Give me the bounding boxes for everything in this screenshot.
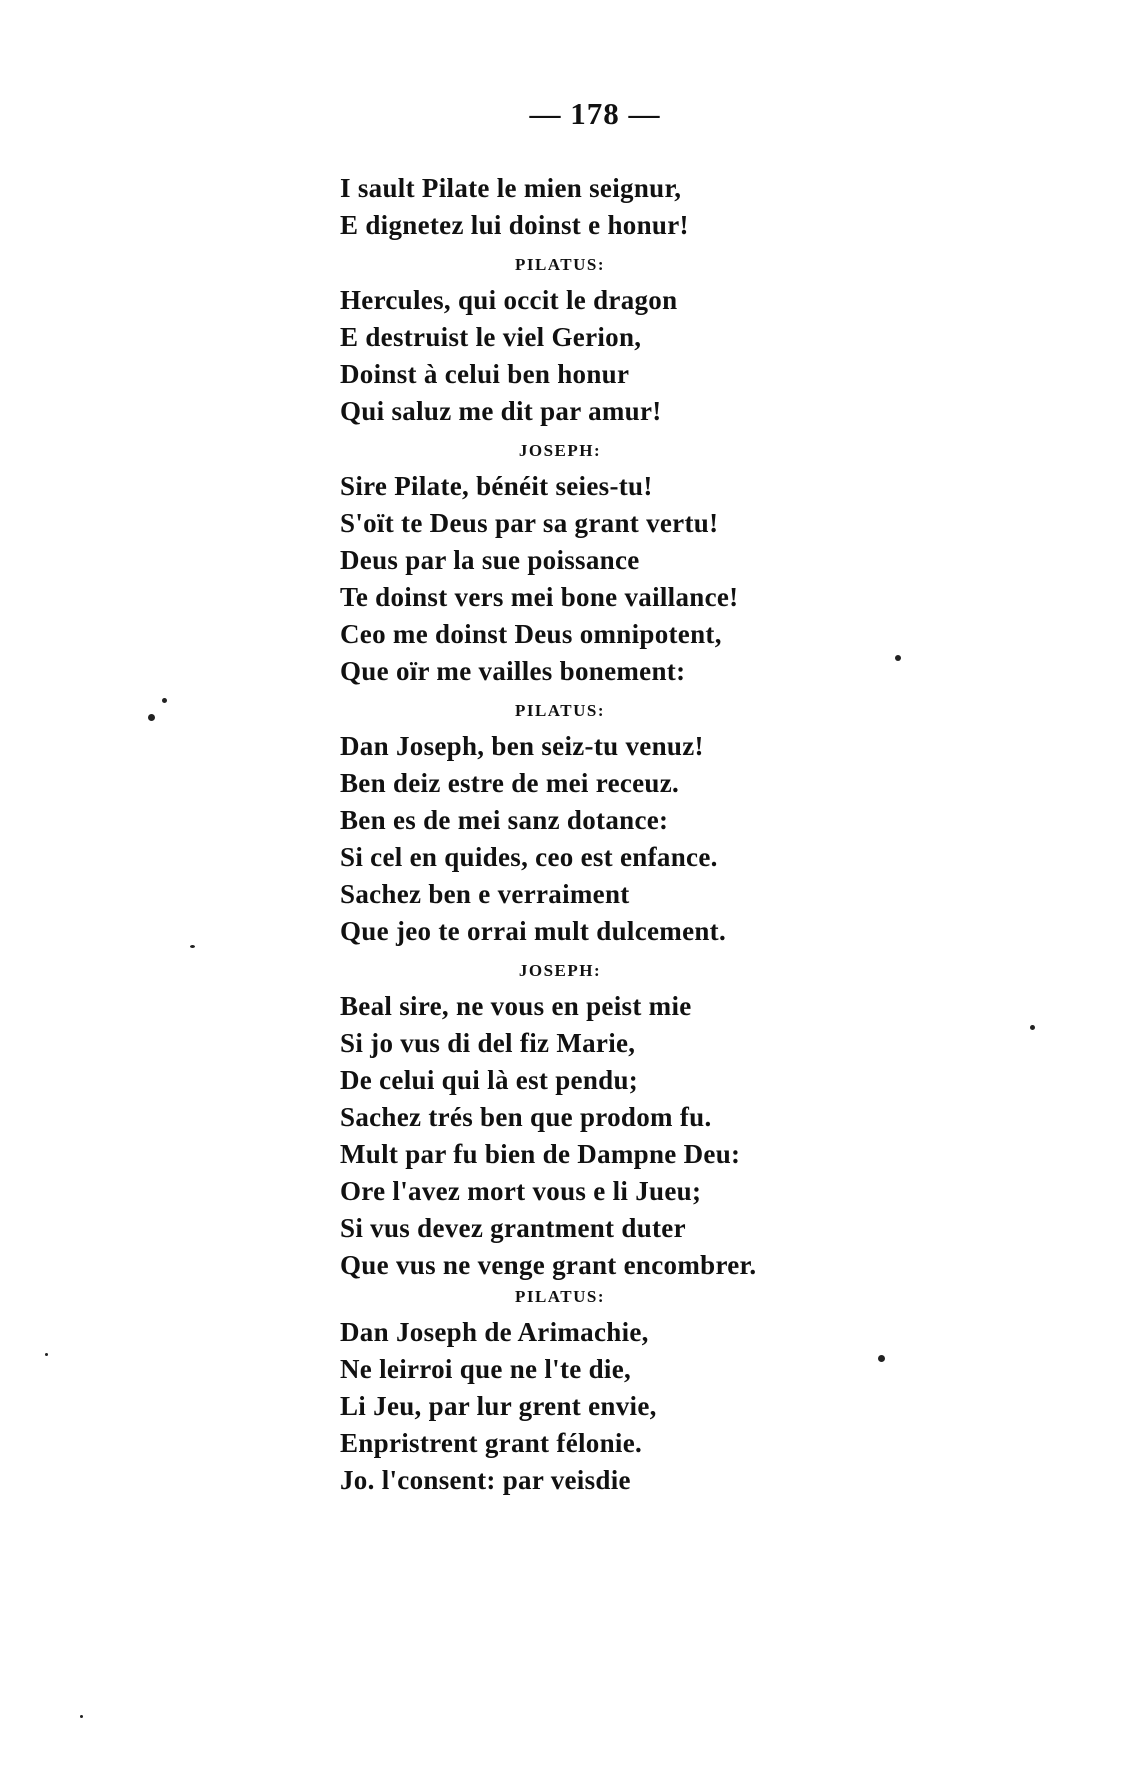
verse-line: Deus par la sue poissance: [340, 545, 640, 575]
verse-line: Li Jeu, par lur grent envie,: [340, 1391, 657, 1421]
speaker-label: PILATUS:: [514, 1287, 606, 1306]
scan-speck: [148, 714, 155, 721]
verse-section: [340, 254, 860, 430]
verse-line: Dan Joseph, ben seiz-tu venuz!: [340, 731, 704, 761]
verse-line: Qui saluz me dit par amur!: [340, 396, 662, 426]
verse-line: S'oït te Deus par sa grant vertu!: [340, 508, 719, 538]
verse-line: Ne leirroi que ne l'te die,: [340, 1354, 632, 1384]
verse-line: Sachez ben e verraiment: [340, 879, 630, 909]
verse-line: Que jeo te orrai mult dulcement.: [340, 916, 727, 946]
verse-section: [340, 960, 860, 1284]
verse-line: Que oïr me vailles bonement:: [340, 656, 686, 686]
verse-line: Sire Pilate, bénéit seies-tu!: [340, 471, 653, 501]
scan-speck: [45, 1353, 48, 1356]
verse-text-block: [340, 170, 860, 1499]
speaker-label: PILATUS:: [514, 701, 606, 720]
scan-speck: [162, 698, 167, 703]
verse-line: De celui qui là est pendu;: [340, 1065, 639, 1095]
verse-line: Te doinst vers mei bone vaillance!: [340, 582, 739, 612]
verse-line: Beal sire, ne vous en peist mie: [340, 991, 692, 1021]
verse-line: Doinst à celui ben honur: [340, 359, 630, 389]
verse-line: Que vus ne venge grant encombrer.: [340, 1250, 757, 1280]
scan-speck: [895, 655, 901, 661]
verse-line: Si jo vus di del fiz Marie,: [340, 1028, 636, 1058]
verse-line: Si vus devez grantment duter: [340, 1213, 686, 1243]
verse-section: [340, 170, 860, 244]
verse-line: Ore l'avez mort vous e li Jueu;: [340, 1176, 702, 1206]
scan-speck: [80, 1715, 83, 1718]
scan-speck: [190, 945, 195, 948]
verse-line: Si cel en quides, ceo est enfance.: [340, 842, 718, 872]
speaker-label: PILATUS:: [514, 255, 606, 274]
speaker-label: JOSEPH:: [518, 441, 602, 460]
verse-line: I sault Pilate le mien seignur,: [340, 173, 682, 203]
verse-section: [340, 1286, 860, 1499]
verse-line: Dan Joseph de Arimachie,: [340, 1317, 649, 1347]
verse-line: E dignetez lui doinst e honur!: [340, 210, 689, 240]
verse-line: Ben es de mei sanz dotance:: [340, 805, 669, 835]
verse-line: Ben deiz estre de mei receuz.: [340, 768, 680, 798]
verse-section: [340, 700, 860, 950]
verse-line: Sachez trés ben que prodom fu.: [340, 1102, 712, 1132]
verse-line: E destruist le viel Gerion,: [340, 322, 642, 352]
scan-speck: [878, 1355, 885, 1362]
verse-line: Ceo me doinst Deus omnipotent,: [340, 619, 722, 649]
verse-line: Jo. l'consent: par veisdie: [340, 1465, 631, 1495]
scan-speck: [1030, 1025, 1035, 1030]
verse-line: Mult par fu bien de Dampne Deu:: [340, 1139, 741, 1169]
speaker-label: JOSEPH:: [518, 961, 602, 980]
verse-section: [340, 440, 860, 690]
page-number: — 178 —: [529, 96, 661, 131]
verse-line: Hercules, qui occit le dragon: [340, 285, 678, 315]
verse-line: Enpristrent grant félonie.: [340, 1428, 643, 1458]
